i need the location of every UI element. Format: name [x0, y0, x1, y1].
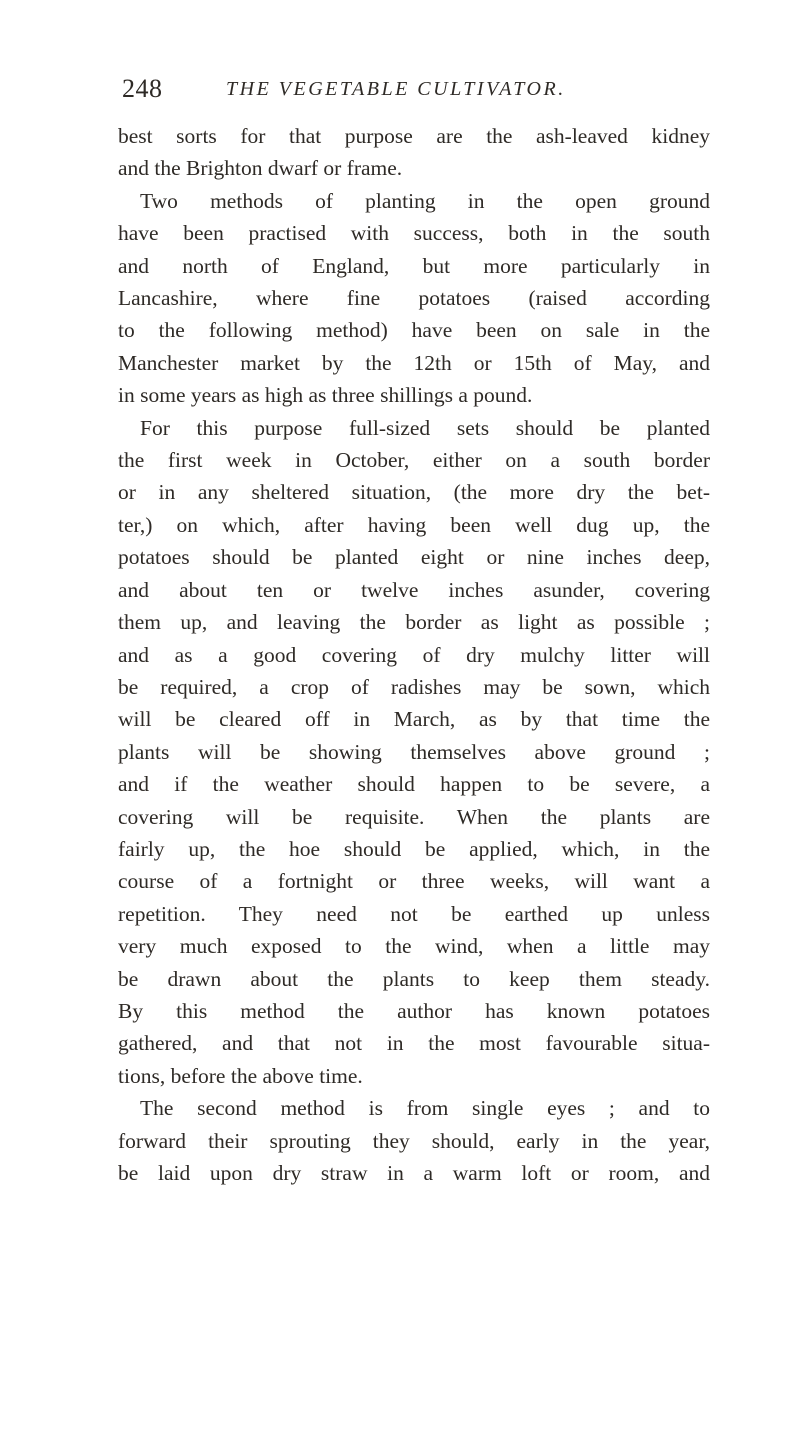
running-title: THE VEGETABLE CULTIVATOR. — [226, 78, 566, 100]
text-line: ter,) on which, after having been well dug up, the — [118, 512, 710, 537]
text-line: best sorts for that purpose are the ash-leaved kidney — [118, 124, 710, 148]
text-line: them up, and leaving the border as light as possible ; — [118, 610, 710, 635]
text-line: in some years as high as three shillings a pound. — [118, 383, 533, 408]
text-line: Lancashire, where fine potatoes (raised according — [118, 286, 710, 311]
text-line: Manchester market by the 12th or 15th of May, and — [118, 350, 710, 375]
text-line: covering will be requisite. When the plants are — [118, 804, 710, 829]
text-line: will be cleared off in March, as by that time the — [118, 707, 710, 732]
text-line: plants will be showing themselves above ground ; — [118, 739, 710, 764]
text-line: and the Brighton dwarf or frame. — [118, 156, 403, 181]
page-number: 248 — [122, 74, 163, 103]
text-line: The second method is from single eyes ; and to — [140, 1096, 710, 1121]
text-line: or in any sheltered situation, (the more dry the bet- — [118, 480, 710, 505]
text-line: to the following method) have been on sale in the — [118, 318, 710, 343]
text-line: be drawn about the plants to keep them steady. — [118, 966, 710, 991]
text-line: fairly up, the hoe should be applied, which, in the — [118, 836, 710, 861]
text-line: very much exposed to the wind, when a little may — [118, 934, 710, 959]
text-line: Two methods of planting in the open ground — [140, 188, 710, 213]
text-line: potatoes should be planted eight or nine inches deep, — [118, 545, 710, 570]
text-line: repetition. They need not be earthed up unless — [118, 901, 710, 926]
text-line: For this purpose full-sized sets should be planted — [140, 415, 710, 440]
text-line: forward their sprouting they should, early in the year, — [118, 1128, 710, 1153]
body-text — [118, 120, 710, 1189]
running-head — [118, 74, 710, 114]
text-line: gathered, and that not in the most favourable situa- — [118, 1031, 710, 1056]
text-line: tions, before the above time. — [118, 1063, 363, 1088]
text-line: the first week in October, either on a south border — [118, 448, 710, 473]
text-line: be required, a crop of radishes may be sown, which — [118, 674, 710, 699]
text-line: and if the weather should happen to be severe, a — [118, 772, 710, 797]
book-page — [118, 74, 710, 1189]
text-line: By this method the author has known potatoes — [118, 998, 710, 1023]
text-line: course of a fortnight or three weeks, will want a — [118, 869, 710, 894]
text-line: be laid upon dry straw in a warm loft or room, and — [118, 1161, 710, 1185]
text-line: and north of England, but more particularly in — [118, 253, 710, 278]
text-line: and about ten or twelve inches asunder, covering — [118, 577, 710, 602]
text-line: have been practised with success, both in the south — [118, 221, 710, 246]
text-line: and as a good covering of dry mulchy litter will — [118, 642, 710, 667]
